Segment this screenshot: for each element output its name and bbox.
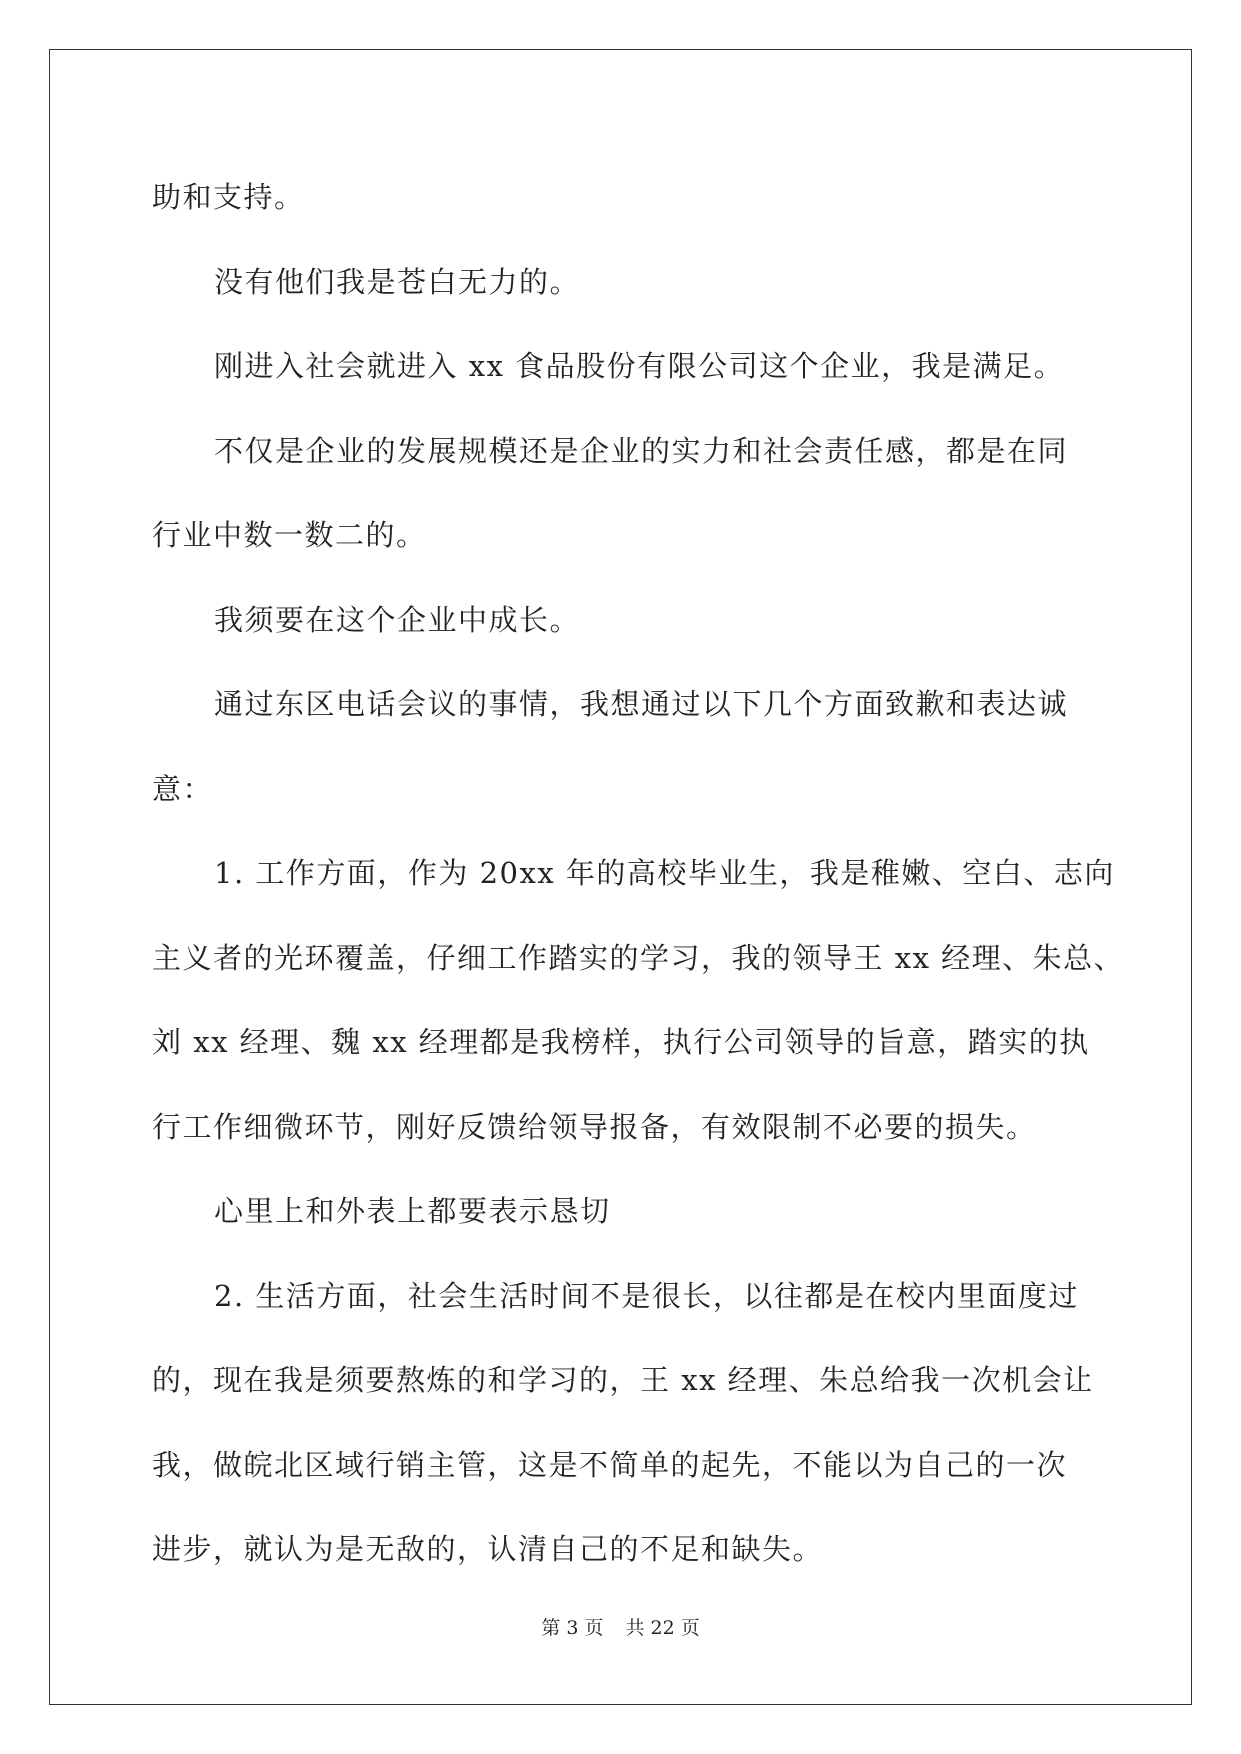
text-line: 行工作细微环节，刚好反馈给领导报备，有效限制不必要的损失。	[152, 1109, 1037, 1144]
text-line: 刚进入社会就进入 xx 食品股份有限公司这个企业，我是满足。	[214, 349, 1065, 383]
text-line: 主义者的光环覆盖，仔细工作踏实的学习，我的领导王 xx 经理、朱总、	[152, 940, 1125, 975]
document-body	[152, 155, 1125, 1592]
page-number: 第 3 页	[541, 1617, 604, 1639]
text-line: 助和支持。	[152, 180, 305, 214]
page-total: 共 22 页	[625, 1617, 700, 1639]
text-line: 刘 xx 经理、魏 xx 经理都是我榜样，执行公司领导的旨意，踏实的执	[152, 1025, 1090, 1059]
text-line: 2. 生活方面，社会生活时间不是很长，以往都是在校内里面度过	[214, 1278, 1079, 1313]
text-line: 心里上和外表上都要表示恳切	[214, 1194, 611, 1228]
text-line: 通过东区电话会议的事情，我想通过以下几个方面致歉和表达诚	[214, 687, 1069, 721]
text-line: 不仅是企业的发展规模还是企业的实力和社会责任感，都是在同	[214, 433, 1069, 468]
text-line: 进步，就认为是无敌的，认清自己的不足和缺失。	[152, 1532, 824, 1566]
text-line: 没有他们我是苍白无力的。	[214, 264, 581, 299]
text-line: 的，现在我是须要熬炼的和学习的，王 xx 经理、朱总给我一次机会让	[152, 1363, 1094, 1397]
text-line: 我，做皖北区域行销主管，这是不简单的起先，不能以为自己的一次	[152, 1447, 1068, 1482]
text-line: 行业中数一数二的。	[152, 518, 427, 552]
text-line: 意：	[152, 771, 214, 806]
text-line: 1. 工作方面，作为 20xx 年的高校毕业生，我是稚嫩、空白、志向	[214, 856, 1115, 890]
text-line: 我须要在这个企业中成长。	[214, 602, 581, 637]
page-footer	[0, 1616, 1241, 1640]
